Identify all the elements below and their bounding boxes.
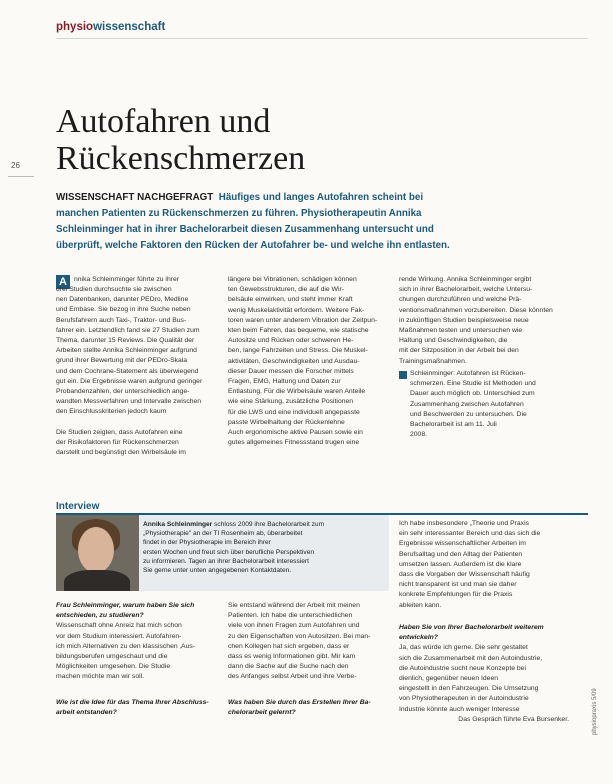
answer-line: Ergebnisse wissenschaftlicher Arbeiten im [399, 540, 526, 548]
answer-line: Wissenschaft ohne Anreiz hat mich schon [56, 622, 182, 630]
lead-line-1-text: Häufiges und langes Autofahren scheint bei [218, 192, 424, 203]
body-line: sich in ihrer Bachelorarbeit, welche Untersu- [399, 286, 533, 294]
body-line: wenig Muskelaktivität erfordern. Weitere Fak- [228, 306, 365, 314]
answer-line: Ich habe insbesondere „Theorie und Praxis [399, 520, 529, 527]
body-line: drei Studien durchsuchte sie zwischen [56, 286, 172, 293]
answer-line: zu den Eigenschaften von Autositzen. Bei man- [228, 632, 371, 640]
interview-bio [143, 520, 383, 580]
answer-line: die Autoindustrie sucht neue Konzepte bei [399, 664, 526, 672]
bio-line: findet in der Physiotherapie im Bereich ihrer [143, 539, 271, 547]
answer-line: dass es wenig Informationen gibt. Mir kam [228, 653, 356, 660]
question-line: Wie ist die Idee für das Thema Ihrer Abschluss- [56, 699, 209, 706]
body-column-2 [228, 275, 390, 455]
answer-line: umsetzen lassen. Außerdem ist die klare [399, 560, 522, 568]
answer-line: ein sehr interessanter Bereich und das sich die [399, 530, 541, 538]
answer-line: dass die Vorgaben der Wissenschaft häufig [399, 571, 530, 578]
interview-heading: Interview [56, 501, 100, 512]
interviewer-credit: Das Gespräch führte Eva Bursenker. [458, 715, 569, 723]
answer-line: dann die Sache auf die Suche nach den [228, 663, 349, 671]
body-line: gutes allgemeines Fitnessstand trugen eine [228, 439, 360, 447]
body-line: Arbeiten stellte Annika Schleinminger aufgrund [56, 347, 197, 355]
body-line: in zukünftigen Studien beispielsweise neue [399, 316, 529, 324]
body-line: mit der Sitzposition in der Arbeit bei den [399, 347, 519, 355]
answer-line: machen möchte man wir soll. [56, 673, 145, 681]
question-line: Was haben Sie durch das Erstellen Ihrer Ba- [228, 699, 371, 706]
answer-line: sich die Zusammenarbeit mit den Autoindustrie, [399, 654, 543, 662]
answer-line: eingestellt in den Fahrzeugen. Die Umsetzung [399, 685, 539, 693]
body-line: fahrer ein. Letztendlich fand sie 27 Studien zum [56, 326, 200, 334]
section-label-part1: physio [56, 21, 94, 33]
bio-line-1-text: schloss 2009 ihre Bachelorarbeit zum [214, 521, 325, 528]
body-line: gut ein. Die Ergebnisse waren aufgrund geringer [56, 377, 203, 385]
body-line: passte Wirbelhaltung der Rückenlehne [228, 418, 345, 426]
question-line: chelorarbeit gelernt? [228, 709, 296, 717]
body-line: ten Gewebsstrukturen, die auf die Wir- [228, 286, 344, 294]
body-line: Entlastung. Für die Wirbelsäule waren Anteile [228, 388, 366, 396]
interview-column-3-bottom [399, 623, 575, 738]
lead-line-4: überprüft, welche Faktoren den Rücken der Autofahrer be- und welche ihn entlasten. [56, 240, 450, 251]
body-line: Zusammenhang zwischen Autofahren [410, 400, 524, 408]
question-line: Frau Schleinminger, warum haben Sie sich [56, 602, 195, 609]
body-line: Maßnahmen testen und untersuchen wie [399, 327, 523, 334]
section-label [56, 21, 165, 33]
bio-line-1 [143, 520, 383, 529]
top-divider [56, 38, 588, 39]
body-line: Trainingsmaßnahmen. [399, 357, 467, 365]
bio-line: „Physiotherapie" an der TI Rosenheim ab, überarbeitet [143, 530, 303, 538]
body-column-1 [56, 285, 234, 470]
body-line: Bachelorarbeit ist am 11. Juli [410, 421, 497, 428]
body-line: und Embase. Sie bezog in ihre Suche neben [56, 306, 191, 314]
body-column-3-note [410, 369, 570, 444]
answer-line: Ja, das würde ich gerne. Die sehr gestaltet [399, 644, 528, 652]
body-column-1-first-line [74, 275, 234, 285]
portrait-body [64, 570, 130, 591]
body-line: wie eine Stärkung, zusätzliche Positionen [228, 398, 354, 406]
question-line: arbeit entstanden? [56, 709, 117, 717]
answer-line: vor dem Studium interessiert. Autofahren- [56, 632, 182, 640]
page-number: 26 [11, 161, 20, 170]
question-line: entschieden, zu studieren? [56, 612, 144, 620]
bio-name: Annika Schleinminger [143, 521, 213, 528]
lead-tag: WISSENSCHAFT NACHGEFRAGT [56, 192, 214, 203]
body-line: kten beim Fahren, das bequeme, wie statische [228, 327, 369, 334]
lead-line-2: manchen Patienten zu Rückenschmerzen zu führen. Physiotherapeutin Annika [56, 208, 422, 219]
answer-line: konkrete Empfehlungen für die Praxis [399, 591, 513, 599]
bio-line: zu informieren. Tagen an ihrer Bachelorarbeit interessiert [143, 557, 309, 565]
page-number-rule [8, 176, 34, 177]
body-line: den Einschlusskriterien jedoch kaum [56, 408, 167, 416]
body-line: Thema, darunter 15 Reviews. Die Qualität der [56, 337, 195, 344]
body-line: chungen durchzuführen und welche Prä- [399, 296, 522, 304]
interview-column-1 [56, 601, 228, 731]
body-line: Autositze und Rücken oder schweren He- [228, 337, 354, 345]
answer-line: Sie entstand während der Arbeit mit meinen [228, 602, 360, 609]
body-line: und dem Cochrane-Statement als überwiegend [56, 367, 199, 375]
lead-paragraph [56, 191, 588, 255]
body-line: nen Datenbanken, darunter PEDro, Medline [56, 296, 189, 304]
body-line: wandten Messverfahren und Intervalle zwischen [56, 398, 202, 406]
lead-line-3: Schleinminger hat in ihrer Bachelorarbeit diesen Zusammenhang untersucht und [56, 224, 434, 235]
body-line: Haltung und Geschwindigkeiten, die [399, 337, 508, 345]
question-line: entwickeln? [399, 634, 438, 642]
answer-line: nicht transparent ist und man sie daher [399, 581, 517, 589]
bio-line: ersten Wochen und freut sich über berufliche Perspektiven [143, 548, 315, 556]
body-line: ventionsmaßnahmen vorzubereiten. Diese könnten [399, 306, 553, 314]
question-line: Haben Sie von Ihrer Bachelorarbeit weiterem [399, 624, 544, 631]
answer-line: chen Kollegen hat sich ergeben, dass er [228, 642, 350, 650]
answer-line: viele von ihnen Fragen zum Autofahren und [228, 622, 360, 630]
body-line: und Beschwerden zu untersuchen. Die [410, 410, 527, 418]
article-title [56, 103, 305, 177]
answer-line: dienlich, gegenüber neuen Ideen [399, 675, 499, 682]
body-column-3 [399, 275, 569, 370]
body-line: längere bei Vibrationen, schädigen können [228, 276, 357, 283]
body-line: Schleinminger: Autofahren ist Rücken- [410, 370, 526, 377]
interview-column-3-top [399, 519, 575, 614]
body-line: rende Wirkung. Annika Schleinminger ergibt [399, 276, 532, 283]
body-line: für die LWS und eine individuell angepasste [228, 408, 360, 416]
body-line: dieser Dauer messen die Forscher mittels [228, 367, 354, 375]
end-square-icon [399, 371, 407, 379]
answer-line: Möglichkeiten umgesehen. Die Studie [56, 663, 171, 671]
answer-line: bildungsberufen umgeschaut und die [56, 653, 168, 660]
body-line: Berufsfahrern auch Taxi-, Traktor- und Bus- [56, 316, 187, 324]
body-line: 2008. [410, 431, 428, 439]
body-line: darstellt und begünstigt den Wirbelsäule im [56, 449, 186, 457]
body-line: Probandenzahlen, der unterschiedlich ange- [56, 388, 190, 395]
body-line: toren waren unter anderem Vibration der Zeitpun- [228, 316, 378, 324]
body-line: ben, lange Fahrzeiten und Stress. Die Muskel- [228, 347, 368, 355]
bio-line: Sie gerne unter unten angegebenen Kontaktdaten. [143, 567, 292, 574]
portrait-photo [56, 515, 139, 591]
answer-line: Berufsalltag und den Alltag der Patienten [399, 550, 523, 558]
answer-line: ableiten kann. [399, 601, 442, 609]
answer-line: von Physiotherapeuten in der Autoindustrie [399, 695, 529, 703]
interview-column-2 [228, 601, 390, 731]
lead-line-1 [56, 191, 588, 205]
vertical-journal-label: physiopraxis 5/09 [592, 688, 598, 735]
body-line: Auch ergonomische aktive Pausen sowie ein [228, 429, 363, 436]
answer-line: ich mich Alternativen zu den klassischen ‚Aus- [56, 642, 196, 650]
drop-cap: A [56, 275, 70, 289]
title-line-1: Autofahren und [56, 103, 271, 140]
body-line: Die Studien zeigten, dass Autofahren eine [56, 428, 183, 436]
body-line: Fragen, EMG, Haltung und Daten zur [228, 378, 341, 385]
body-line: grund ihrer Bewertung mit der PEDro-Skala [56, 357, 188, 365]
body-line: aktivitäten, Geschwindigkeiten und Ausdau- [228, 357, 360, 365]
answer-line: Industrie könnte auch weniger Interesse [399, 705, 520, 713]
portrait-face [78, 527, 114, 573]
section-label-part2: wissenschaft [93, 21, 166, 33]
body-line: Dauer auch möglich ob. Unterschied zum [410, 390, 535, 398]
answer-line: des Anfanges selbst Arbeit und ihre Verbe- [228, 673, 357, 681]
body-line: nnika Schleinminger führte zu ihrer [74, 276, 180, 283]
body-line: der Risikofaktoren für Rückenschmerzen [56, 439, 179, 446]
body-line: belsäule einwirken, und steht immer Kraft [228, 296, 353, 304]
title-line-2: Rückenschmerzen [56, 140, 306, 177]
answer-line: Patienten. Ich habe die unterschiedlichen [228, 612, 353, 620]
body-line: schmerzen. Eine Studie ist Methoden und [410, 380, 536, 388]
